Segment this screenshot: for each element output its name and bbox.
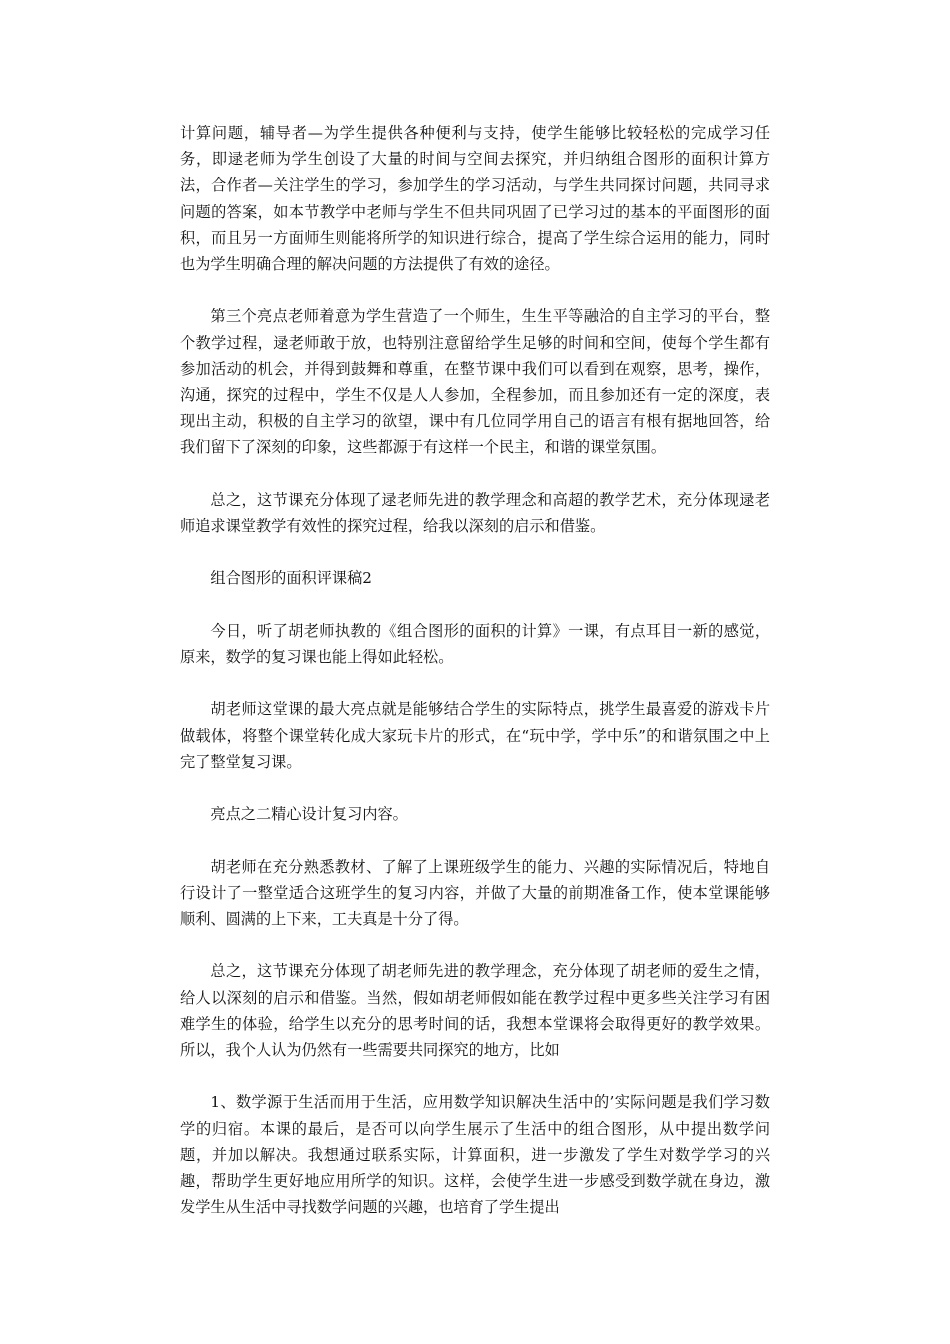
paragraph-continuation: 计算问题，辅导者—为学生提供各种便利与支持，使学生能够比较轻松的完成学习任务，即逯老师为学生创设了大量的时间与空间去探究，并归纳组合图形的面积计算方法，合作者—关注学生的学习，参加学生的学习活动，与学生共同探讨问题，共同寻求问题的答案，如本节教学中老师与学生不但共同巩固了已学习过的基本的平面图形的面积，而且另一方面师生则能将所学的知识进行综合，提高了学生综合运用的能力，同时也为学生明确合理的解决问题的方法提供了有效的途径。 xyxy=(180,124,770,274)
paragraph-summary-2: 总之，这节课充分体现了胡老师先进的教学理念，充分体现了胡老师的爱生之情，给人以深刻的启示和借鉴。当然，假如胡老师假如能在教学过程中更多些关注学习有困难学生的体验，给学生以充分的思考时间的话，我想本堂课将会取得更好的教学效果。所以，我个人认为仍然有一些需要共同探究的地方，比如 xyxy=(180,962,770,1059)
paragraph-highlight-2-body: 胡老师在充分熟悉教材、了解了上课班级学生的能力、兴趣的实际情况后，特地自行设计了一整堂适合这班学生的复习内容，并做了大量的前期准备工作，使本堂课能够顺利、圆满的上下来，工夫真是十分了得。 xyxy=(180,857,770,928)
paragraph-highlight-1: 胡老师这堂课的最大亮点就是能够结合学生的实际特点，挑学生最喜爱的游戏卡片做载体，将整个课堂转化成大家玩卡片的形式，在“玩中学，学中乐”的和谐氛围之中上完了整堂复习课。 xyxy=(180,700,770,771)
paragraph-third-highlight: 第三个亮点老师着意为学生营造了一个师生，生生平等融洽的自主学习的平台，整个教学过程，逯老师敢于放，也特别注意留给学生足够的时间和空间，使每个学生都有参加活动的机会，并得到鼓舞和尊重，在整节课中我们可以看到在观察，思考，操作，沟通，探究的过程中，学生不仅是人人参加，全程参加，而且参加还有一定的深度，表现出主动，积极的自主学习的欲望，课中有几位同学用自己的语言有根有据地回答，给我们留下了深刻的印象，这些都源于有这样一个民主，和谐的课堂氛围。 xyxy=(180,307,770,457)
paragraph-highlight-2-title: 亮点之二精心设计复习内容。 xyxy=(210,805,408,824)
paragraph-suggestion-1: 1、数学源于生活而用于生活，应用数学知识解决生活中的’实际问题是我们学习数学的归宿。本课的最后，是否可以向学生展示了生活中的组合图形，从中提出数学问题，并加以解决。我想通过联系实际，计算面积，进一步激发了学生对数学学习的兴趣，帮助学生更好地应用所学的知识。这样，会使学生进一步感受到数学就在身边，激发学生从生活中寻找数学问题的兴趣，也培育了学生提出 xyxy=(180,1093,770,1217)
document-page xyxy=(180,120,770,1247)
paragraph-summary-1: 总之，这节课充分体现了逯老师先进的教学理念和高超的教学艺术，充分体现逯老师追求课堂教学有效性的探究过程，给我以深刻的启示和借鉴。 xyxy=(180,490,770,536)
paragraph-intro-2: 今日，听了胡老师执教的《组合图形的面积的计算》一课，有点耳目一新的感觉，原来，数学的复习课也能上得如此轻松。 xyxy=(180,621,770,666)
section-heading: 组合图形的面积评课稿2 xyxy=(210,569,372,588)
